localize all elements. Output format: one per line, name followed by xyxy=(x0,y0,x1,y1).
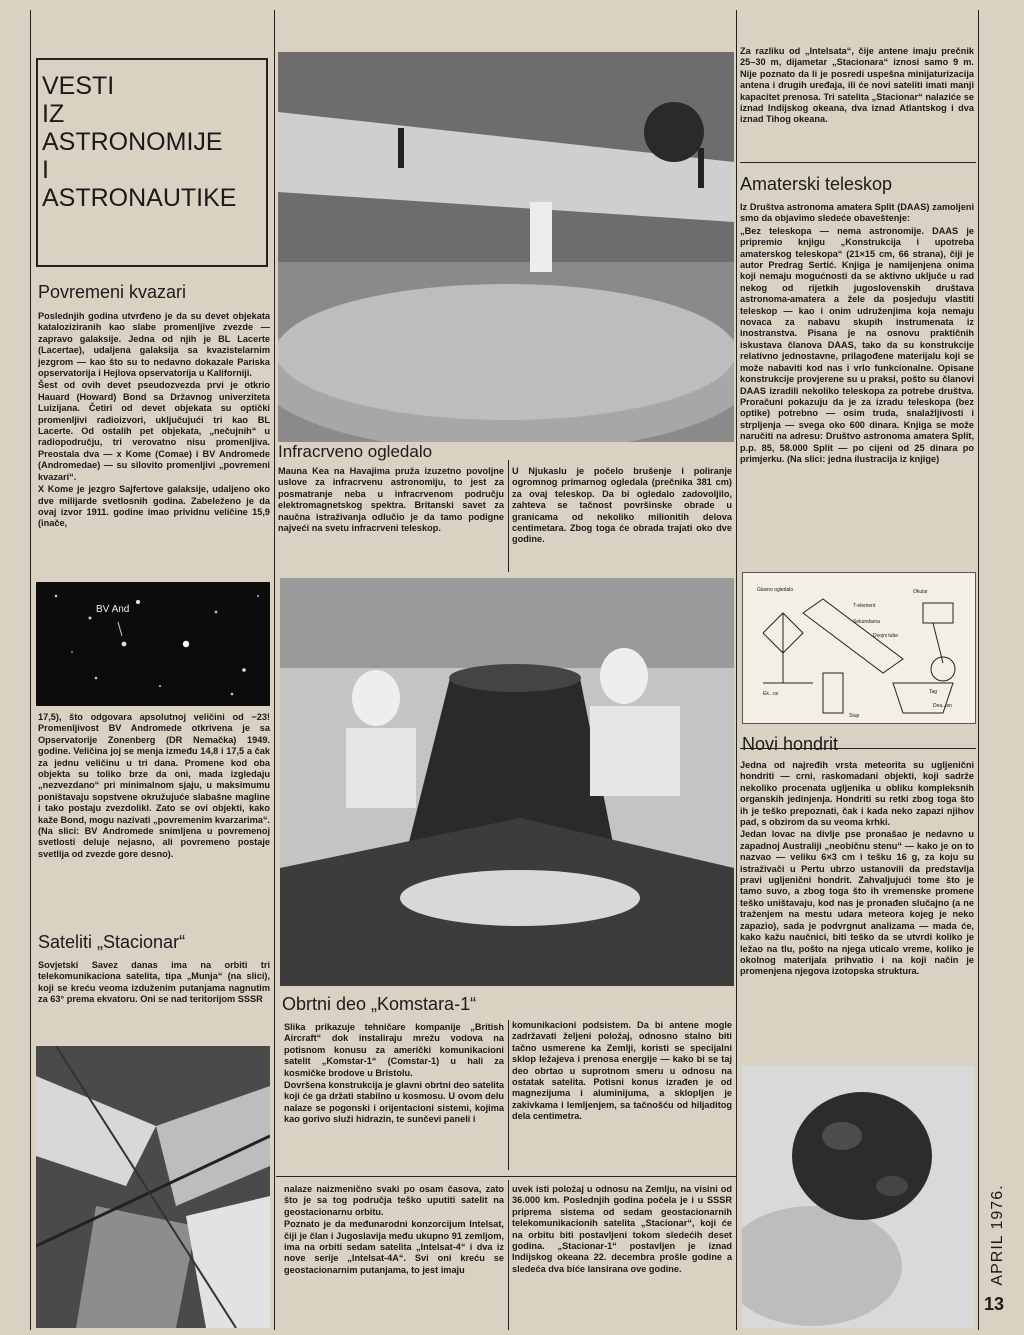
komstar-paragraph: Slika prikazuje tehničare kompanije „British Aircraft“ dok instaliraju mrežu vodova na potisnom konusu za američki komunikacioni satelit „Komstar-1“ (Comstar-1) u hali za kosmičke brodove u Bristolu. xyxy=(284,1022,504,1078)
section-masthead xyxy=(36,58,268,267)
infracrveno-paragraph: U Njukaslu je počelo brušenje i poliranje ogromnog primarnog ogledala (prečnika 381 cm) za ovaj teleskop. Da bi ogledalo zadovoljilo, zahteva se tačnost površinske obrade u granicama od nekoliko milionitih delova centimetara. Zbog toga će obrada trajati oko dve godine. xyxy=(512,466,732,545)
masthead-line: I xyxy=(42,156,49,184)
diagram-label: Dvojni tube xyxy=(873,633,899,639)
column-rule-2 xyxy=(736,10,737,1330)
mirror-image xyxy=(278,52,734,442)
komstar-photo xyxy=(280,578,734,986)
hondrit-photo xyxy=(742,1066,974,1328)
column-rule-komstar xyxy=(508,1020,509,1170)
komstar-image xyxy=(280,578,734,986)
left-column-rule xyxy=(30,10,31,1330)
hondrit-text xyxy=(740,760,974,979)
bv-andromede-photo xyxy=(36,582,270,706)
komstar-text-right xyxy=(512,1020,732,1124)
infracrveno-text-left xyxy=(278,466,504,535)
stacionar-paragraph: Za razliku od „Intelsata“, čije antene imaju prečnik 25–30 m, dijametar „Stacionara“ iznosi samo 9 m. Nije poznato da li je posredi uspešna minijaturizacija antena i drugih uređaja, ili će novi sateliti imati manji kapacitet prenosa. Tri satelita „Stacionar“ nalaziće se iznad Indijskog okeana, dva iznad Atlantskog i dva iznad Tihog okeana. xyxy=(740,46,974,125)
masthead-line: ASTRONOMIJE xyxy=(42,128,223,156)
komstar-paragraph: Dovršena konstrukcija je glavni obrtni deo satelita koji će ga držati stabilno u kosmosu. U ovom delu nalaze se pogonski i orijentacioni sistemi, kojima kao gorivo služi hidrazin, te sunčevi paneli i xyxy=(284,1080,504,1125)
page-number: 13 xyxy=(984,1294,1005,1314)
diagram-label: Sekundarna xyxy=(853,619,880,625)
infracrveno-text-right xyxy=(512,466,732,547)
komstar-heading: Obrtni deo „Komstara-1“ xyxy=(282,994,477,1014)
komstar-paragraph: komunikacioni podsistem. Da bi antene mogle zadržavati željeni položaj, odnosno stalno biti tačno usmerene ka Zemlji, koristi se specijalni sklop ležajeva i prenosa energije — kako bi se taj deo obrtao u suprotnom smeru u odnosu na ostatak satelita. Potisni konus izrađen je od magnezijuma i aluminijuma, a sklopljen je zakivkama i lemljenjem, sa tačnošću od hiljaditog dela centimetra. xyxy=(512,1020,732,1122)
teleskop-text xyxy=(740,202,974,466)
stacionar-heading: Sateliti „Stacionar“ xyxy=(38,932,186,952)
stacionar-continuation-right xyxy=(512,1184,732,1276)
stacionar-paragraph: uvek isti položaj u odnosu na Zemlju, na visini od 36.000 km. Poslednjih godina počela je i u SSSR priprema sistema od sedam geostacionarnih telekomunikacionih satelita „Stacionar“, koji će na orbitu biti postavljeni tokom sledećih deset godina. „Stacionar-1“ postavljen je iznad Indijskog okeana 22. decembra prošle godine a sledeća dva biće lansirana ove godine. xyxy=(512,1184,732,1274)
diagram-label: Stup xyxy=(849,713,860,719)
kvazari-text-bottom xyxy=(38,712,270,861)
column-rule-infra xyxy=(508,460,509,572)
diagram-label: Ek...os xyxy=(763,691,779,697)
diagram-label: Glavno ogledalo xyxy=(757,587,794,593)
munja-satellite-photo xyxy=(36,1046,270,1328)
stacionar-text-right-column xyxy=(740,46,974,127)
column-rule-3 xyxy=(978,10,979,1330)
diagram-label: Dea...en xyxy=(933,703,952,709)
photo-label: BV And xyxy=(96,604,130,615)
meteorite-image xyxy=(742,1066,974,1328)
folio xyxy=(980,1170,1020,1320)
stacionar-paragraph: Sovjetski Savez danas ima na orbiti tri telekomunikaciona satelita, tipa „Munja“ (na slici), koji se kreću veoma izduženim putanjama nagnutim za 63° prema ekvatoru. Oni se nad teritorijom SSSR xyxy=(38,960,270,1005)
infrared-mirror-photo xyxy=(278,52,734,442)
teleskop-paragraph: „Bez teleskopa — nema astronomije. DAAS je pripremio knjigu „Konstrukcija i upotreba amaterskog teleskopa“ (21×15 cm, 66 strana), čiji je autor Predrag Sertić. Knjiga je namijenjena onima koji nemaju mogućnosti da se aktivno uključe u rad nekog od rijetkih jugoslovenskih društava astronoma-amatera a žele da posjeduju vlastiti teleskop — kao i onim udruženjima koja nemaju novaca za nabavu skupih instrumenata iz inostranstva. Pisana je na osnovu praktičnih iskustava članova DAAS, tako da su konstrukcije relativno jednostavne, prilagođene materijalu koji se može nabaviti kod nas i vrlo funkcionalne. Opisane konstrukcije provjerene su u praksi, pošto su članovi DAAS izradili nekoliko teleskopa za potrebe društva. Proračuni pokazuju da je za izradu teleskopa (bez optike) potrebno — osim truda, snalažljivosti i strpljenja — svega oko 600 dinara. Knjiga se može naručiti na adresu: Društvo astronoma amatera Split, p.p. 85, 58.000 Split — po cijeni od 25 dinara po primjerku. (Na slici: jedna ilustracija iz knjige) xyxy=(740,225,974,464)
issue-date: APRIL 1976. xyxy=(989,1184,1006,1286)
diagram-label: T-element xyxy=(853,603,876,609)
stacionar-paragraph: Poznato je da međunarodni konzorcijum Intelsat, čiji je član i Jugoslavija među ukupno 91 zemljom, ima na orbiti sedam satelita „Intelsat-4“ i dva iz nove serije „Intelsat-4A“. Svi oni kreću se geostacionarnim putanjama, to jest imaju xyxy=(284,1219,504,1275)
kvazari-paragraph: 17,5), što odgovara apsolutnoj veličini od −23! Promenljivost BV Andromede otkrivena je sa Opservatorije Zonenberg (DR Nemačka) 1949. godine. Veličina joj se menja između 14,8 i 17,5 a čak za jednu veličinu u tri dana. Promene kod oba objekta su toliko brze da oni, mada izgledaju „nezvezdano“ pri minimalnom sjaju, u maksimumu poništavaju sopstvene okružujuće slabašne magline i tako postaju zvezdolikl. Zato se ovi objekti, kako kaže Bond, mogu nazivati „povremenim kvarzarima“. (Na slici: BV Andromede snimljena u povremenoj svetlosti deluje nejasno, ali povremeno postaje svetlija od zvezde gore desno). xyxy=(38,712,270,859)
hondrit-paragraph: Jedna od najređih vrsta meteorita su ugljenični hondriti — crni, raskomadani objekti, koji sadrže nekoliko procenata ugljenika u obliku kompleksnih organskih jedinjenja. Hondriti su retki zbog toga što ih je teško prepoznati, čak i kada neko zapazi njihov pad, s obzirom da su veoma krhki. xyxy=(740,760,974,828)
komstar-text-left xyxy=(284,1022,504,1127)
masthead-line: ASTRONAUTIKE xyxy=(42,184,237,212)
teleskop-rule xyxy=(740,162,976,163)
satellite-image xyxy=(36,1046,270,1328)
stacionar-continuation-left xyxy=(284,1184,504,1277)
stacionar-text xyxy=(38,960,270,1007)
hondrit-heading: Novi hondrit xyxy=(742,734,839,754)
masthead-line: VESTI xyxy=(42,72,115,100)
infracrveno-heading: Infracrveno ogledalo xyxy=(278,442,433,461)
teleskop-paragraph: Iz Društva astronoma amatera Split (DAAS) zamoljeni smo da objavimo sledeće obaveštenje: xyxy=(740,202,974,224)
kvazari-paragraph: Šest od ovih devet pseudozvezda prvi je otkrio Hauard (Howard) Bond sa Državnog univerziteta Luizijana. Četiri od devet objekata su optički promenljivi radioizvori, uključujući tri kao BL Lacerte. Od ostalih pet objekata, „nečujnih“ u radiopodručju, tri verovatno nisu promenljiva. Preostala dva — x Kome (Comae) i BV Andromede (Andromedae) — su silovito promenljivi „povremeni kvazari“. xyxy=(38,380,270,482)
telescope-diagram xyxy=(743,573,975,723)
diagram-label: Okular xyxy=(913,589,928,595)
column-rule-1 xyxy=(274,10,275,1330)
column-rule-bottom xyxy=(508,1180,509,1330)
star-field-image xyxy=(36,582,270,706)
telescope-illustration xyxy=(742,572,976,724)
diagram-label: Tag xyxy=(929,689,938,695)
bottom-section-rule xyxy=(276,1176,736,1177)
masthead-line: IZ xyxy=(42,100,65,128)
kvazari-paragraph: Poslednjih godina utvrđeno je da su devet objekata kataloziziranih kao slabe promenljive zvezde — zapravo galaksije. Jedna od njih je BL Lacerte (Lacertae), udaljena galaksija sa kvazistelarnim jezgrom — kao što su to nedavno dokazale Pariska opservatorija i Hejlova opservatorija u Kaliforniji. xyxy=(38,311,270,379)
hondrit-paragraph: Jedan lovac na divlje pse pronašao je nedavno u zapadnoj Australiji „neobičnu stenu“ — kako je on to nazvao — veliku 6×3 cm i tešku 16 g, za koju su istraživači u Pertu ubrzo ustanovili da predstavlja pravi ugljenični hondrit. Zahvaljujući tome što je tamo suvo, a zbog toga što ih vremenske promene teško uništavaju, kod nas je pronađen slučajno (a ne traženjem na mestu udara meteora kojeg je neko zapazio), sada je podvrgnut analizama — mada će, kako kažu naučnici, biti teško da se utvrdi koliko je ležao na tlu, pošto na njega uticalo vreme, koliko je okolnog materijala prihvatio i na koji način je promenjena njegova izotopska struktura. xyxy=(740,829,974,977)
kvazari-heading: Povremeni kvazari xyxy=(38,282,187,302)
stacionar-paragraph: nalaze naizmenično svaki po osam časova, zato što je sa tog područja teško uputiti satelit na geostacionarnu orbitu. xyxy=(284,1184,504,1217)
infracrveno-paragraph: Mauna Kea na Havajima pruža izuzetno povoljne uslove za infracrvenu astronomiju, to jest za posmatranje neba u infracrvenom području elektromagnetskog spektra. Britanski savet za naučna istraživanja odlučio je da tamo podigne najveći na svetu infracrveni teleskop. xyxy=(278,466,504,534)
kvazari-paragraph: X Kome je jezgro Sajfertove galaksije, udaljeno oko dve milijarde svetlosnih godina. Zabeleženo je da ovaj izvor 1911. godine imao prividnu veličine 15,9 (inače, xyxy=(38,484,270,529)
teleskop-heading: Amaterski teleskop xyxy=(740,174,893,194)
kvazari-text-top xyxy=(38,311,270,531)
